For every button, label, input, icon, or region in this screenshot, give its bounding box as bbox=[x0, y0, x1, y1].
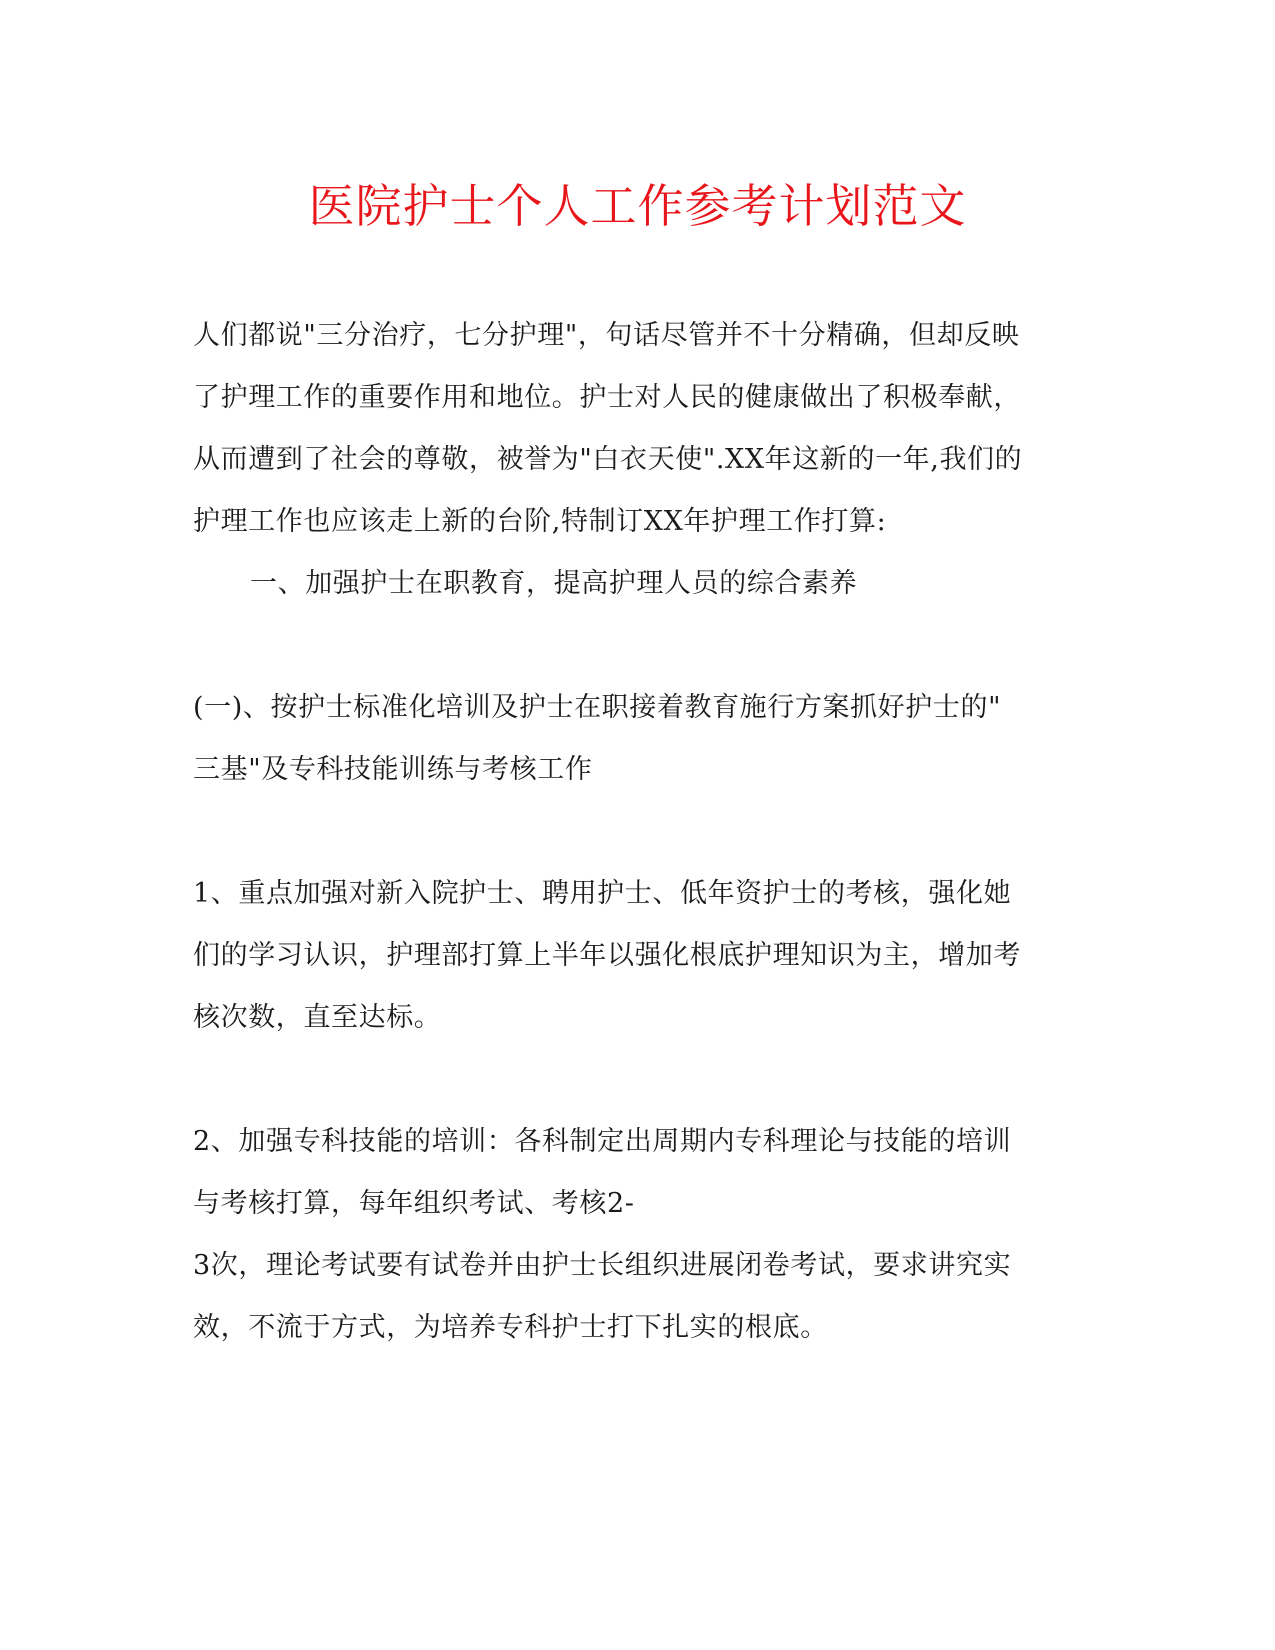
intro-line: 从而遭到了社会的尊敬，被誉为"白衣天使".XX年这新的一年,我们的 bbox=[193, 444, 1023, 475]
item-line: 2、加强专科技能的培训：各科制定出周期内专科理论与技能的培训 bbox=[193, 1126, 1012, 1157]
subsection-line: 三基"及专科技能训练与考核工作 bbox=[193, 754, 593, 785]
subsection-line: (一)、按护士标准化培训及护士在职接着教育施行方案抓好护士的" bbox=[193, 692, 1002, 723]
section-heading: 一、加强护士在职教育，提高护理人员的综合素养 bbox=[250, 568, 858, 599]
document-title: 医院护士个人工作参考计划范文 bbox=[308, 179, 967, 233]
item-line: 与考核打算，每年组织考试、考核2- bbox=[193, 1188, 635, 1219]
item-line: 3次，理论考试要有试卷并由护士长组织进展闭卷考试，要求讲究实 bbox=[193, 1250, 1012, 1281]
intro-line: 人们都说"三分治疗，七分护理"，句话尽管并不十分精确，但却反映 bbox=[193, 320, 1020, 351]
item-line: 1、重点加强对新入院护士、聘用护士、低年资护士的考核，强化她 bbox=[193, 878, 1012, 909]
item-line: 核次数，直至达标。 bbox=[193, 1002, 442, 1033]
intro-line: 护理工作也应该走上新的台阶,特制订XX年护理工作打算: bbox=[193, 506, 887, 537]
intro-line: 了护理工作的重要作用和地位。护士对人民的健康做出了积极奉献， bbox=[193, 382, 1021, 413]
item-line: 们的学习认识，护理部打算上半年以强化根底护理知识为主，增加考 bbox=[193, 940, 1021, 971]
item-line: 效，不流于方式，为培养专科护士打下扎实的根底。 bbox=[193, 1312, 828, 1343]
